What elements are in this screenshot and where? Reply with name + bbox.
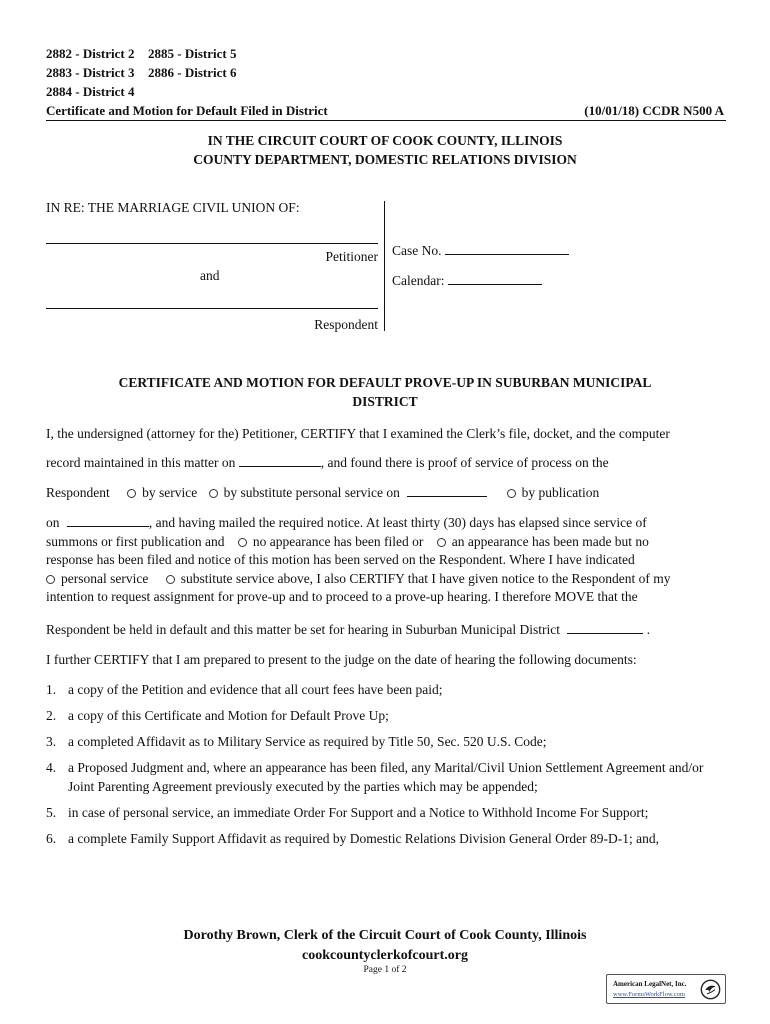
by-service-radio[interactable] xyxy=(127,489,136,498)
list-number: 5. xyxy=(46,805,57,820)
in-re-label: IN RE: THE MARRIAGE CIVIL UNION OF: xyxy=(46,200,300,215)
list-text: a copy of this Certificate and Motion for Default Prove Up; xyxy=(68,708,389,723)
respondent-label: Respondent xyxy=(314,317,378,332)
legalnet-badge xyxy=(606,974,726,1004)
default-motion-text: Respondent be held in default and this matter be set for hearing in Suburban Municipal District xyxy=(46,622,561,637)
notice-line: intention to request assignment for prove-up and to proceed to a prove-up hearing. I therefore MOVE that the xyxy=(46,589,638,604)
certify-line-2 xyxy=(46,453,609,472)
appearance-made-radio[interactable] xyxy=(437,538,446,547)
district-item: 2886 - District 6 xyxy=(148,65,237,80)
notice-line xyxy=(46,514,736,533)
certify-text: record maintained in this matter on xyxy=(46,455,236,470)
district-list xyxy=(46,44,236,101)
notice-line xyxy=(46,533,736,552)
header-rule xyxy=(46,120,726,121)
notice-text: on xyxy=(46,515,60,530)
list-item xyxy=(46,680,726,699)
list-item xyxy=(46,829,726,848)
and-label: and xyxy=(200,268,220,283)
court-line-1: IN THE CIRCUIT COURT OF COOK COUNTY, ILLINOIS xyxy=(207,133,563,148)
list-text: a complete Family Support Affidavit as required by Domestic Relations Division General Order 89-D-1; and, xyxy=(68,831,659,846)
calendar-label: Calendar: xyxy=(392,273,445,288)
certificate-title-line-2: DISTRICT xyxy=(352,394,418,409)
case-number-blank[interactable] xyxy=(445,242,569,255)
no-appearance-radio[interactable] xyxy=(238,538,247,547)
list-number: 4. xyxy=(46,760,57,775)
page-number: Page 1 of 2 xyxy=(363,965,407,975)
district-row xyxy=(46,63,236,82)
list-text: in case of personal service, an immediate Order For Support and a Notice to Withhold Income For Support; xyxy=(68,805,649,820)
list-text: a Proposed Judgment and, where an appearance has been filed, any Marital/Civil Union Settlement Agreement and/or Joint Parenting Agreement previously executed by the parties which may be appended; xyxy=(68,760,704,794)
district-item: 2882 - District 2 xyxy=(46,46,135,61)
list-number: 2. xyxy=(46,708,57,723)
form-code: (10/01/18) CCDR N500 A xyxy=(584,103,724,118)
certificate-title-line-1: CERTIFICATE AND MOTION FOR DEFAULT PROVE-UP IN SUBURBAN MUNICIPAL xyxy=(118,375,652,390)
calendar-blank[interactable] xyxy=(448,272,542,285)
list-item xyxy=(46,706,726,725)
clerk-website: cookcountyclerkofcourt.org xyxy=(301,948,469,963)
badge-url[interactable]: www.FormsWorkFlow.com xyxy=(613,991,685,998)
personal-service-radio[interactable] xyxy=(46,575,55,584)
district-item: 2884 - District 4 xyxy=(46,84,135,99)
notice-date-blank[interactable] xyxy=(67,514,149,527)
notice-paragraph xyxy=(46,514,736,607)
examined-date-blank[interactable] xyxy=(239,454,321,467)
legalnet-logo-icon xyxy=(700,979,721,1000)
notice-text: , and having mailed the required notice. At least thirty (30) days has elapsed since service of xyxy=(148,515,647,530)
documents-list xyxy=(46,680,726,855)
notice-text: summons or first publication and xyxy=(46,533,225,549)
court-line-2: COUNTY DEPARTMENT, DOMESTIC RELATIONS DIVISION xyxy=(193,152,577,167)
district-item: 2885 - District 5 xyxy=(148,46,237,61)
district-item: 2883 - District 3 xyxy=(46,65,135,80)
personal-service-label: personal service xyxy=(61,570,149,586)
further-certify-line: I further CERTIFY that I am prepared to present to the judge on the date of hearing the following documents: xyxy=(46,652,637,667)
calendar-field xyxy=(392,271,542,290)
municipal-district-blank[interactable] xyxy=(567,621,643,634)
by-publication-radio[interactable] xyxy=(507,489,516,498)
list-text: a completed Affidavit as to Military Service as required by Title 50, Sec. 520 U.S. Code; xyxy=(68,734,547,749)
list-item xyxy=(46,758,726,796)
petitioner-label: Petitioner xyxy=(325,249,378,264)
by-publication-label: by publication xyxy=(521,485,600,500)
case-number-label: Case No. xyxy=(392,243,442,258)
list-number: 3. xyxy=(46,734,57,749)
district-row xyxy=(46,82,236,101)
service-method-line xyxy=(46,483,599,502)
list-item xyxy=(46,803,726,822)
notice-line xyxy=(46,570,736,589)
petitioner-name-line xyxy=(46,243,378,244)
substitute-service-radio[interactable] xyxy=(209,489,218,498)
respondent-text: Respondent xyxy=(46,485,110,500)
case-number-field xyxy=(392,241,569,260)
default-motion-line xyxy=(46,620,650,639)
certify-line-1: I, the undersigned (attorney for the) Petitioner, CERTIFY that I examined the Clerk’s file, docket, and the computer xyxy=(46,426,670,441)
badge-name: American LegalNet, Inc. xyxy=(613,980,687,988)
list-item xyxy=(46,732,726,751)
respondent-name-line xyxy=(46,308,378,309)
certify-text: , and found there is proof of service of process on the xyxy=(320,455,609,470)
substitute-service-notice-radio[interactable] xyxy=(166,575,175,584)
clerk-name: Dorothy Brown, Clerk of the Circuit Court of Cook County, Illinois xyxy=(183,928,587,943)
no-appearance-label: no appearance has been filed or xyxy=(252,533,424,549)
appearance-made-label: an appearance has been made but no xyxy=(451,533,649,549)
default-motion-period: . xyxy=(646,622,651,637)
by-service-label: by service xyxy=(142,485,198,500)
substitute-service-notice-label: substitute service above, I also CERTIFY that I have given notice to the Respondent of my xyxy=(180,570,671,586)
caption-divider xyxy=(384,201,385,331)
district-row xyxy=(46,44,236,63)
list-number: 6. xyxy=(46,831,57,846)
list-text: a copy of the Petition and evidence that all court fees have been paid; xyxy=(68,682,443,697)
substitute-service-label: by substitute personal service on xyxy=(223,485,400,500)
substitute-service-date-blank[interactable] xyxy=(407,484,487,497)
notice-line: response has been filed and notice of this motion has been served on the Respondent. Where I have indicated xyxy=(46,552,635,567)
form-title: Certificate and Motion for Default Filed in District xyxy=(46,103,328,118)
list-number: 1. xyxy=(46,682,57,697)
